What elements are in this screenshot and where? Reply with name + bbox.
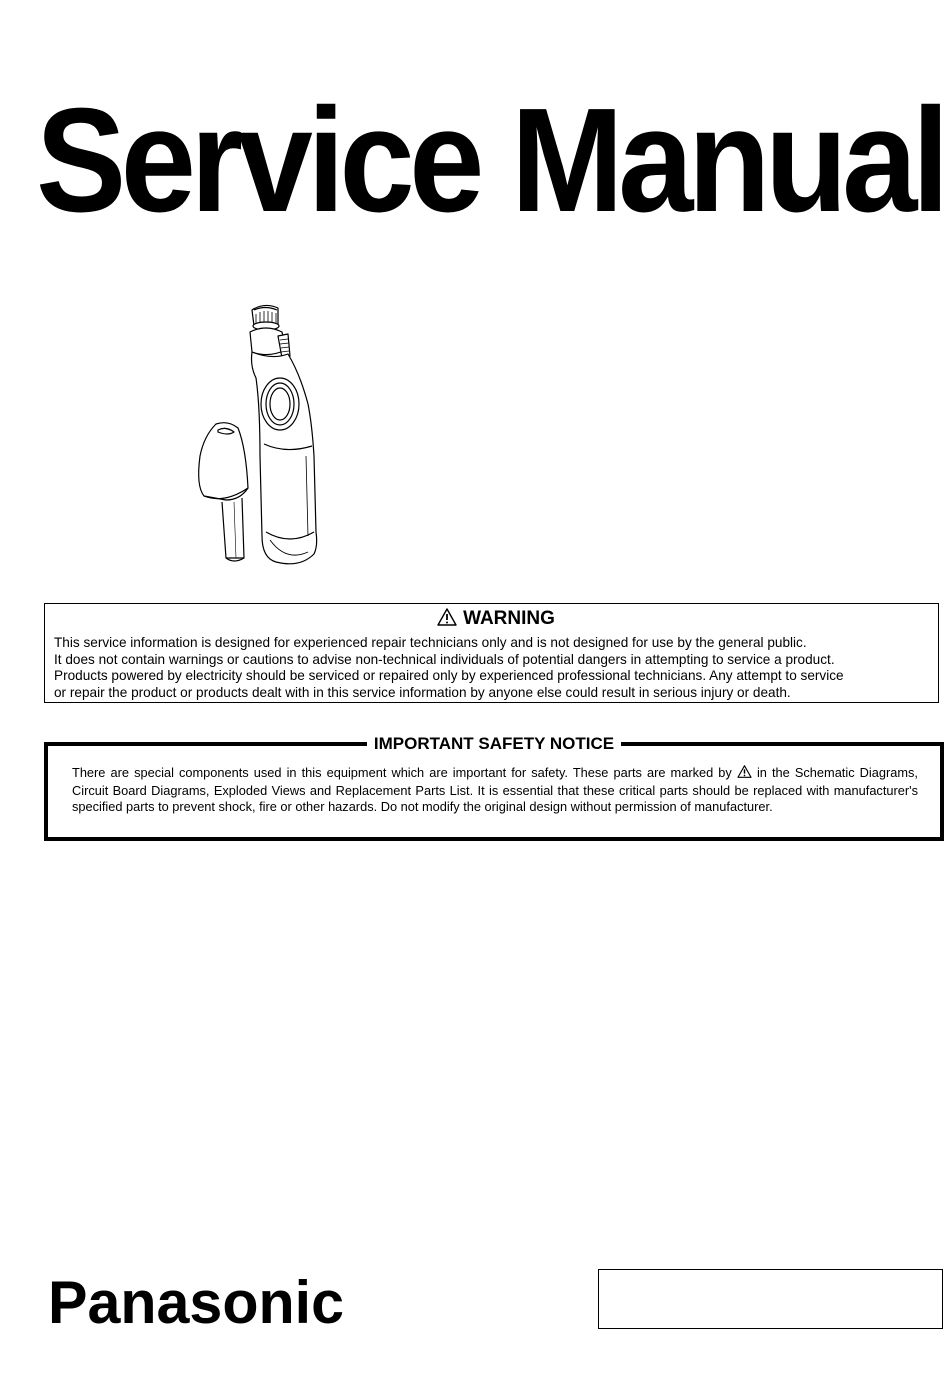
safety-notice-heading-text: IMPORTANT SAFETY NOTICE [367, 734, 621, 753]
warning-heading-text: WARNING [463, 608, 555, 629]
safety-notice-box [44, 734, 944, 841]
warning-heading [54, 608, 938, 632]
warning-line: It does not contain warnings or cautions to advise non-technical individuals of potential dangers in attempting to service a product. [54, 651, 835, 667]
warning-box [44, 603, 939, 703]
safety-notice-text [72, 765, 918, 816]
safety-notice-heading [48, 734, 940, 755]
brand-name: Panasonic [48, 1273, 344, 1333]
warning-line: or repair the product or products dealt with in this service information by anyone else could result in serious injury or death. [54, 684, 791, 700]
model-number-box [598, 1269, 943, 1329]
warning-triangle-icon [737, 765, 752, 783]
panasonic-logo [48, 1273, 348, 1333]
warning-line: This service information is designed for experienced repair technicians only and is not designed for use by the general public. [54, 635, 807, 650]
warning-line: Products powered by electricity should be serviced or repaired only by experienced professional technicians. Any attempt to service [54, 668, 844, 683]
page-title [36, 90, 948, 230]
page-title-text: Service Manual [36, 90, 944, 230]
nose-hair-trimmer-illustration [190, 296, 330, 576]
warning-triangle-icon [437, 608, 457, 632]
safety-notice-text-part: There are special components used in this equipment which are important for safety. These parts are marked by [72, 765, 737, 780]
safety-notice-text-part: in the Schematic Diagrams, Circuit Board Diagrams, Exploded Views and Replacement Parts List. It is essential that these critical parts should be replaced with manufacturer's specified parts to prevent shock, fire or other hazards. Do not modify the original design without permission of manufacturer. [72, 765, 918, 814]
